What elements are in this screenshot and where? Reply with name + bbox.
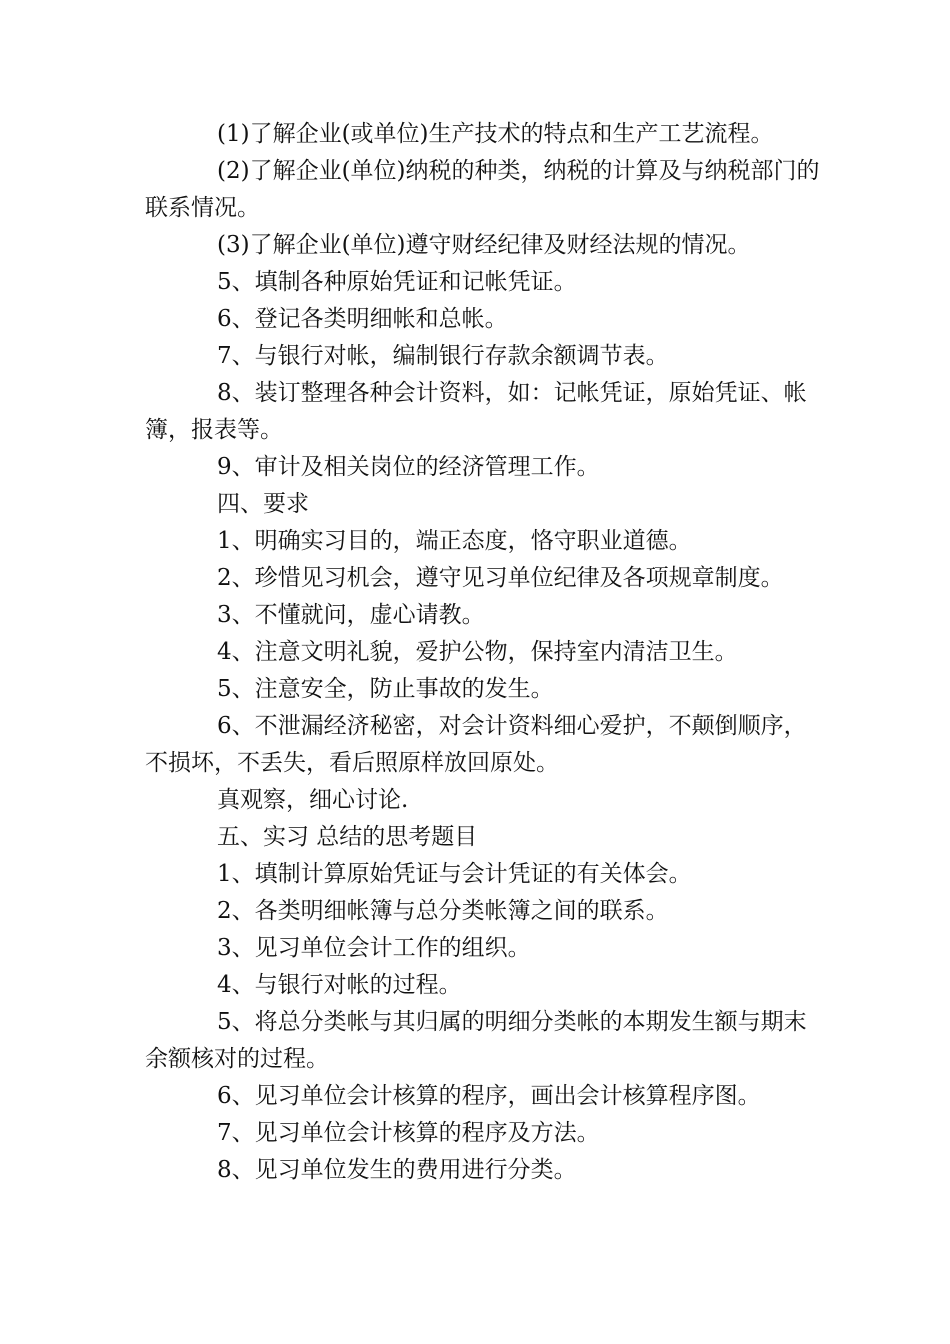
paragraph: 5、将总分类帐与其归属的明细分类帐的本期发生额与期末余额核对的过程。 — [145, 1009, 807, 1072]
paragraph: 4、与银行对帐的过程。 — [217, 972, 462, 998]
paragraph: 2、珍惜见习机会，遵守见习单位纪律及各项规章制度。 — [217, 565, 784, 591]
paragraph: 6、见习单位会计核算的程序，画出会计核算程序图。 — [217, 1083, 761, 1109]
paragraph: (1)了解企业(或单位)生产技术的特点和生产工艺流程。 — [217, 121, 774, 147]
paragraph: 9、审计及相关岗位的经济管理工作。 — [217, 454, 600, 480]
paragraph: 8、见习单位发生的费用进行分类。 — [217, 1157, 577, 1183]
paragraph: 7、与银行对帐，编制银行存款余额调节表。 — [217, 343, 669, 369]
paragraph: 1、填制计算原始凭证与会计凭证的有关体会。 — [217, 861, 692, 887]
paragraph: 5、注意安全，防止事故的发生。 — [217, 676, 554, 702]
paragraph: 3、不懂就问，虚心请教。 — [217, 602, 485, 628]
section-heading: 四、要求 — [217, 491, 309, 517]
paragraph: 2、各类明细帐簿与总分类帐簿之间的联系。 — [217, 898, 669, 924]
paragraph: 7、见习单位会计核算的程序及方法。 — [217, 1120, 600, 1146]
paragraph: (3)了解企业(单位)遵守财经纪律及财经法规的情况。 — [217, 232, 751, 258]
section-heading: 五、实习 总结的思考题目 — [217, 824, 478, 850]
paragraph: 8、装订整理各种会计资料，如：记帐凭证，原始凭证、帐簿，报表等。 — [145, 380, 807, 443]
paragraph: 1、明确实习目的，端正态度，恪守职业道德。 — [217, 528, 692, 554]
paragraph: 6、不泄漏经济秘密，对会计资料细心爱护，不颠倒顺序，不损坏，不丢失，看后照原样放回原处。 — [145, 713, 807, 776]
document-body — [145, 116, 825, 1189]
paragraph: 真观察，细心讨论. — [217, 787, 409, 813]
paragraph: 5、填制各种原始凭证和记帐凭证。 — [217, 269, 577, 295]
paragraph: (2)了解企业(单位)纳税的种类，纳税的计算及与纳税部门的联系情况。 — [145, 158, 820, 221]
paragraph: 4、注意文明礼貌，爱护公物，保持室内清洁卫生。 — [217, 639, 738, 665]
paragraph: 3、见习单位会计工作的组织。 — [217, 935, 531, 961]
paragraph: 6、登记各类明细帐和总帐。 — [217, 306, 508, 332]
